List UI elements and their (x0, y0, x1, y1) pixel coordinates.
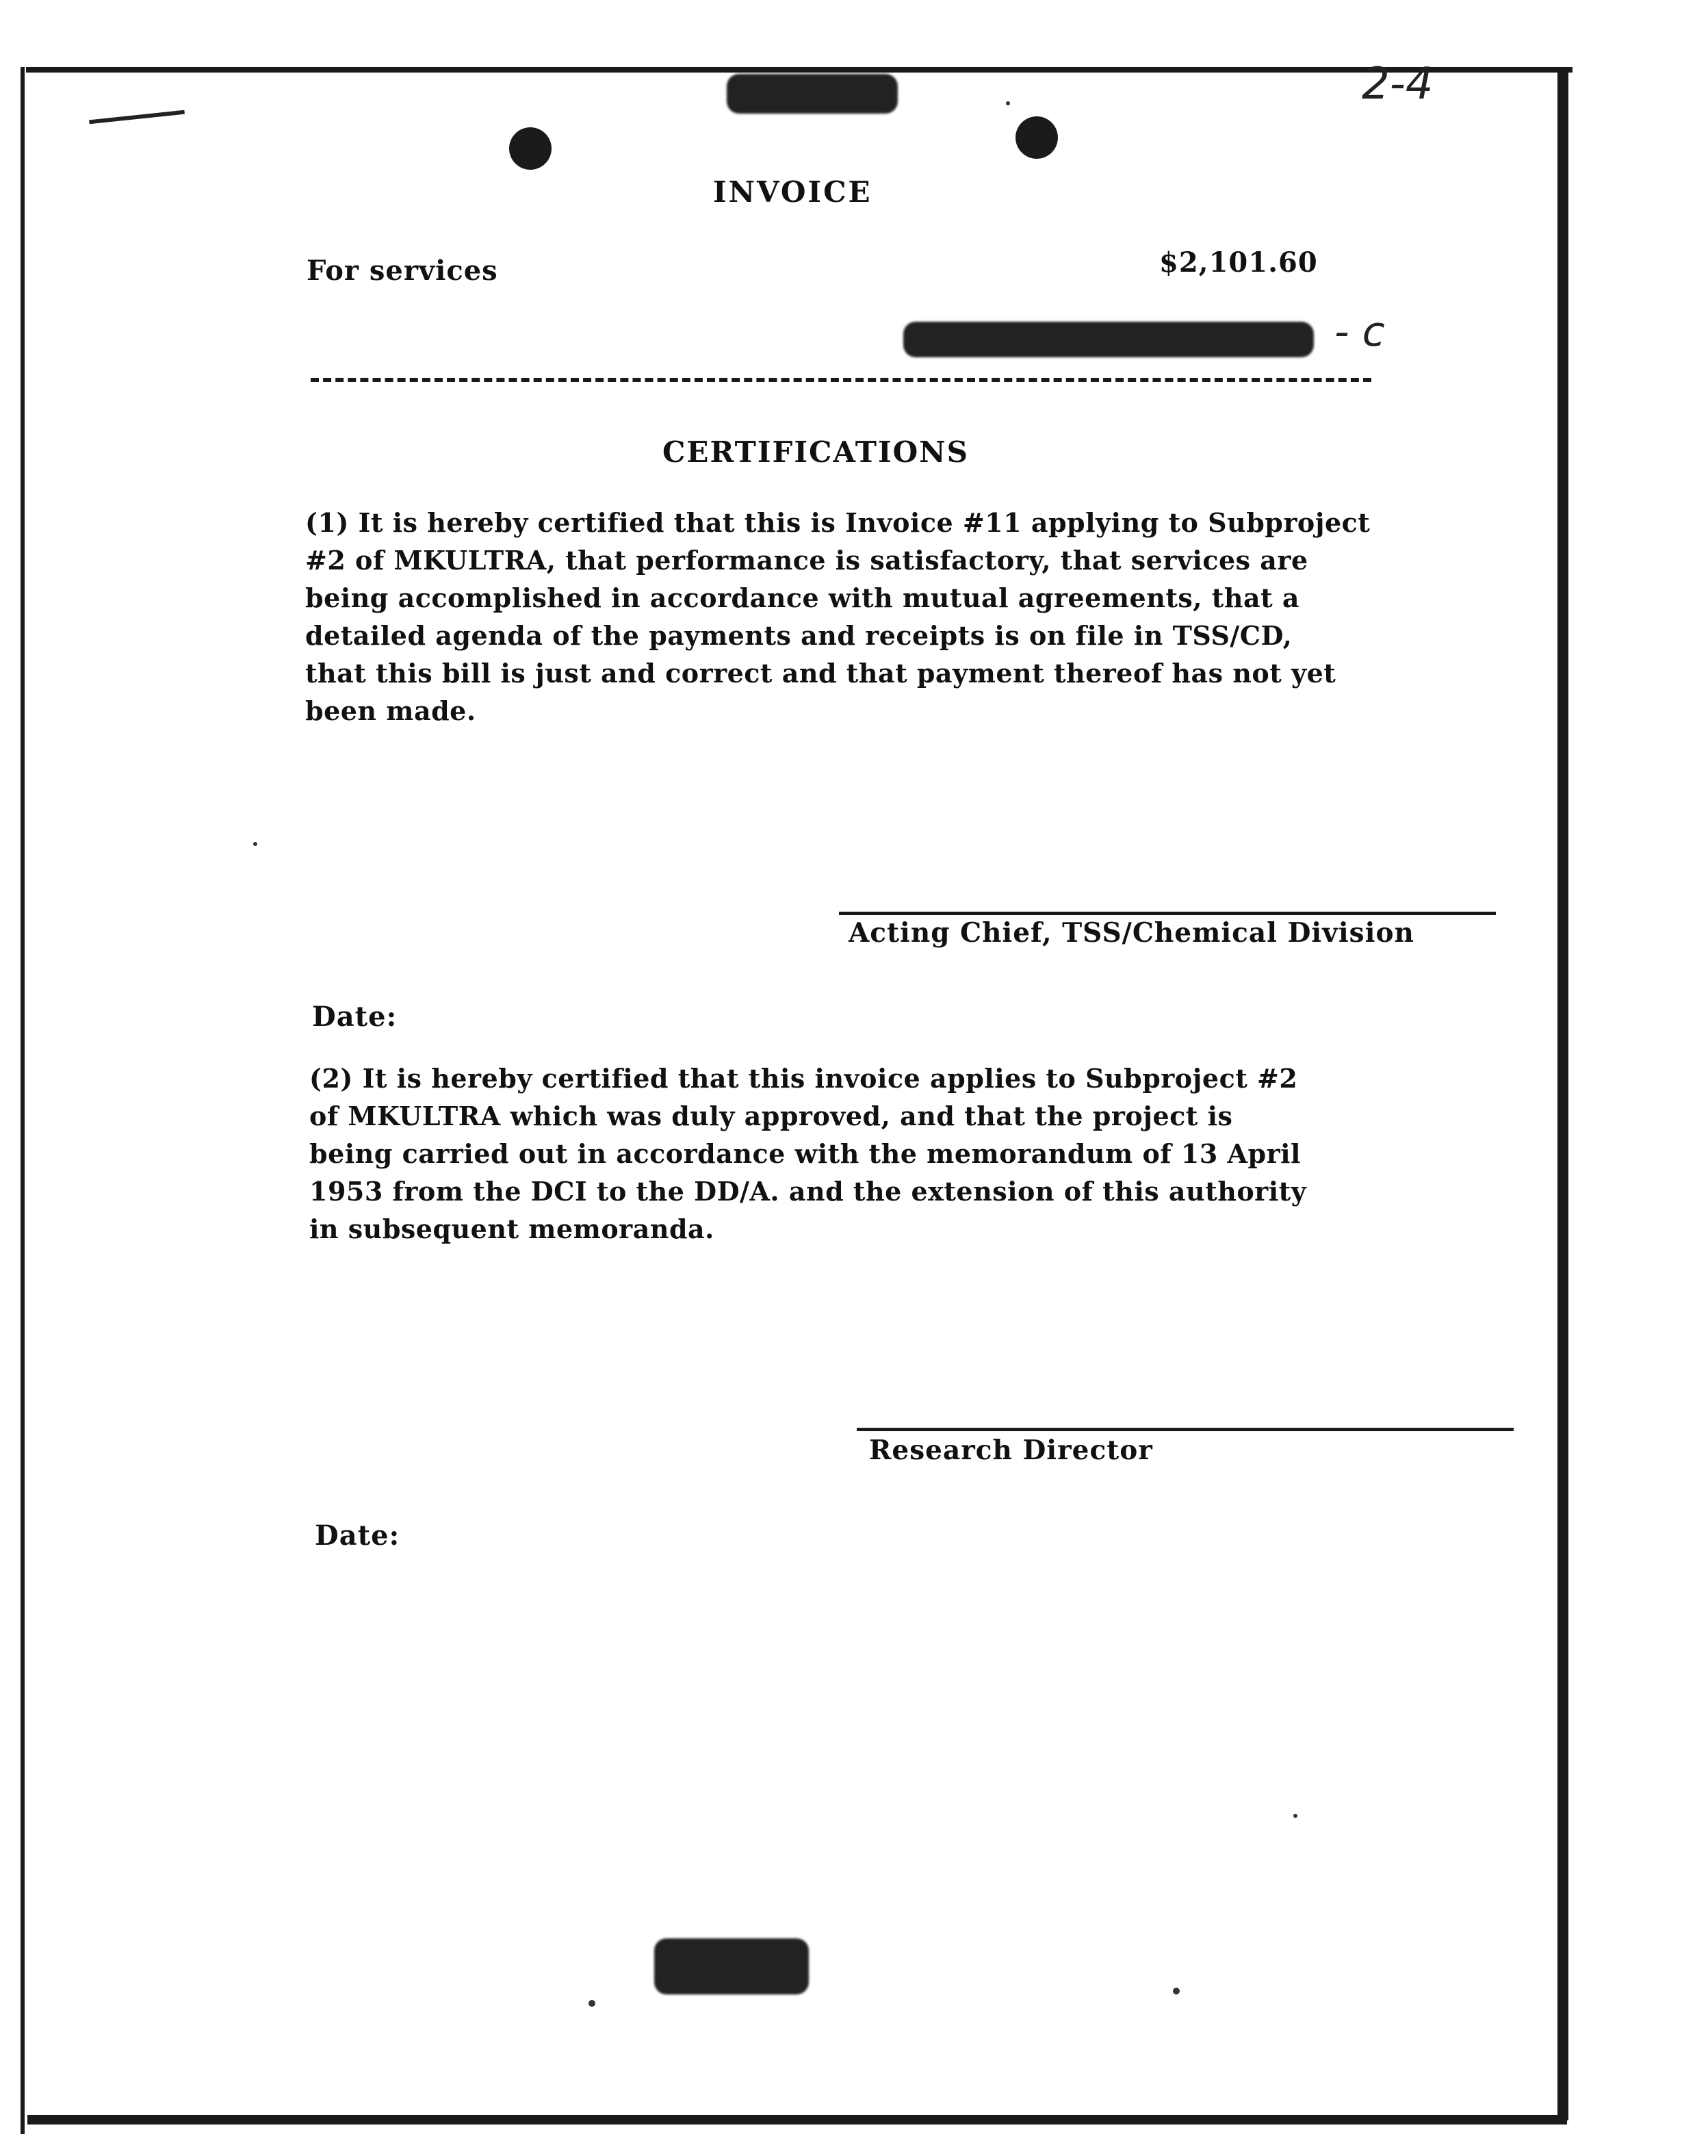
cert2-line: 1953 from the DCI to the DD/A. and the extension of this authority (309, 1176, 1307, 1207)
invoice-title: INVOICE (713, 175, 872, 209)
certification-2 (309, 1060, 1306, 1248)
punch-hole-right (1015, 116, 1058, 159)
page-border-left (21, 67, 25, 2134)
handwritten-suffix: - c (1334, 308, 1385, 356)
date-label-1: Date: (312, 1001, 398, 1033)
cert2-line: being carried out in accordance with the memorandum of 13 April (309, 1138, 1301, 1169)
page-border-top (26, 67, 1573, 73)
redaction-top (727, 74, 898, 114)
cert1-line: #2 of MKULTRA, that performance is satisfactory, that services are (305, 545, 1308, 576)
cert1-line: detailed agenda of the payments and receipts is on file in TSS/CD, (305, 620, 1293, 651)
scan-speck (1006, 101, 1010, 105)
cert1-line: been made. (305, 695, 476, 726)
scan-speck (1293, 1814, 1297, 1818)
cert2-line: (2) It is hereby certified that this invoice applies to Subproject #2 (309, 1063, 1298, 1094)
redaction-middle (903, 322, 1314, 357)
scan-speck (253, 842, 257, 846)
page-border-right (1557, 67, 1568, 2120)
cert2-line: in subsequent memoranda. (309, 1214, 714, 1244)
services-label: For services (307, 255, 498, 287)
services-amount: $2,101.60 (1159, 246, 1318, 279)
signatory-2: Research Director (869, 1435, 1153, 1466)
certifications-heading: CERTIFICATIONS (662, 435, 969, 469)
cert1-line: (1) It is hereby certified that this is Invoice #11 applying to Subproject (305, 507, 1371, 538)
scan-speck (588, 2000, 595, 2007)
signature-line-1 (839, 912, 1496, 915)
date-label-2: Date: (315, 1519, 400, 1552)
stray-mark (89, 110, 185, 125)
cert1-line: that this bill is just and correct and that payment thereof has not yet (305, 658, 1336, 689)
punch-hole-left (509, 127, 552, 170)
redaction-bottom (654, 1938, 809, 1994)
cert2-line: of MKULTRA which was duly approved, and that the project is (309, 1101, 1233, 1131)
dashed-separator (311, 378, 1371, 382)
certification-1 (305, 504, 1370, 730)
scan-speck (1173, 1988, 1180, 1994)
cert1-line: being accomplished in accordance with mutual agreements, that a (305, 582, 1299, 613)
signatory-1: Acting Chief, TSS/Chemical Division (849, 917, 1414, 949)
signature-line-2 (857, 1428, 1514, 1431)
handwritten-ref: 2-4 (1362, 59, 1434, 110)
page-border-bottom (27, 2115, 1567, 2125)
